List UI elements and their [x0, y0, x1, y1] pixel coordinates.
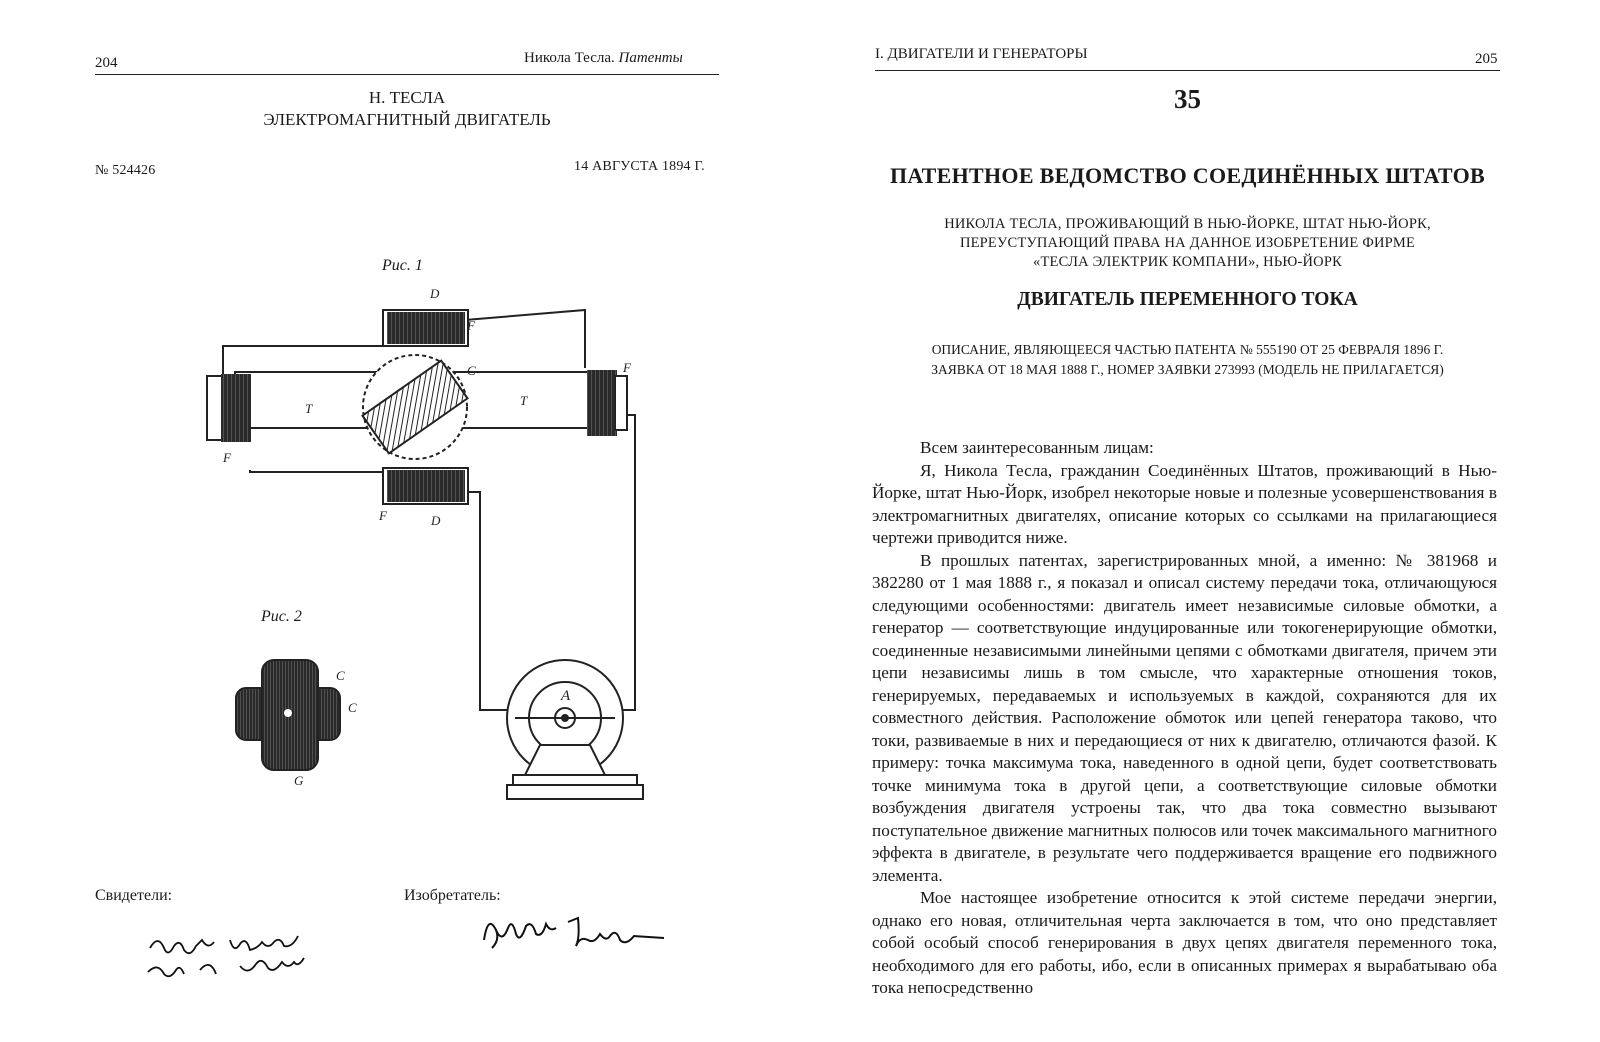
label-f-top: F [467, 318, 475, 333]
spec-block [875, 340, 1500, 380]
witnesses-label: Свидетели: [95, 887, 173, 904]
right-page [780, 0, 1600, 1042]
office-title: ПАТЕНТНОЕ ВЕДОМСТВО СОЕДИНЁННЫХ ШТАТОВ [890, 163, 1485, 188]
right-page-number: 205 [1475, 51, 1498, 67]
assignment-line: НИКОЛА ТЕСЛА, ПРОЖИВАЮЩИЙ В НЬЮ-ЙОРКЕ, ШТАТ НЬЮ-ЙОРК, [944, 216, 1431, 232]
right-header-rule [875, 70, 1500, 71]
patent-title: ДВИГАТЕЛЬ ПЕРЕМЕННОГО ТОКА [1017, 289, 1358, 310]
figure2-rotor-diagram [228, 650, 368, 790]
body-paragraph: В прошлых патентах, зарегистрированных мной, а именно: № 381968 и 382280 от 1 мая 1888 г., я показал и описал систему передачи тока, отличающуюся следующими особенностями: двигатель имеет независимые силовые обмотки, а генератор — соответствующие индуцированные или токогенерирующие обмотки, соединенные независимыми линейными цепями с обмотками двигателя, причем эти цепи независимы лишь в том смысле, что характерные отношения токов, генерируемых, передаваемых и используемых в каждой, сохраняются для их совместного действия. Расположение обмоток или цепей генератора таково, что токи, развиваемые в них и передающиеся от них к двигателю, отличаются фазой. К примеру: точка максимума тока, наведенного в одной цепи, будет соответствовать точке минимума тока в другой цепи, а соответствующие силовые обмотки возбуждения двигателя устроены так, что два тока совместно вызывают поступательное движение магнитных полюсов или точек максимального магнитного эффекта в двигателе, в результате чего поддерживается вращение его подвижного элемента. [872, 550, 1497, 885]
witness-signatures [140, 930, 340, 990]
fig2-label-g: G [294, 773, 304, 788]
left-page [0, 0, 780, 1042]
bottom-coil [387, 470, 465, 502]
left-running-head [524, 50, 683, 67]
left-header-rule [95, 74, 719, 75]
left-page-number: 204 [95, 55, 118, 71]
label-c: C [467, 363, 476, 378]
fig2-label-c2: C [348, 700, 357, 715]
invention-title: ЭЛЕКТРОМАГНИТНЫЙ ДВИГАТЕЛЬ [263, 110, 551, 129]
running-head-title: Патенты [618, 50, 683, 66]
label-f-bottom: F [379, 508, 387, 523]
label-d-top: D [430, 286, 440, 301]
spec-line: ЗАЯВКА ОТ 18 МАЯ 1888 Г., НОМЕР ЗАЯВКИ 273993 (МОДЕЛЬ НЕ ПРИЛАГАЕТСЯ) [931, 362, 1444, 377]
inventor-signature [478, 910, 688, 960]
top-coil [387, 312, 465, 344]
spec-line: ОПИСАНИЕ, ЯВЛЯЮЩЕЕСЯ ЧАСТЬЮ ПАТЕНТА № 555190 ОТ 25 ФЕВРАЛЯ 1896 Г. [931, 342, 1444, 357]
figure1-caption: Рис. 1 [382, 257, 423, 274]
label-f-left: F [223, 450, 231, 465]
assignment-block [875, 215, 1500, 272]
right-running-head: I. ДВИГАТЕЛИ И ГЕНЕРАТОРЫ [875, 46, 1088, 62]
assignment-line: «ТЕСЛА ЭЛЕКТРИК КОМПАНИ», НЬЮ-ЙОРК [1033, 254, 1342, 270]
label-d-bottom: D [431, 513, 441, 528]
salutation: Всем заинтересованным лицам: [920, 438, 1154, 457]
generator [507, 660, 643, 799]
label-a: A [561, 688, 571, 704]
fig2-label-c1: C [336, 668, 345, 683]
running-head-author: Никола Тесла. [524, 50, 615, 66]
document-number: 35 [1174, 84, 1201, 114]
patent-date: 14 АВГУСТА 1894 Г. [574, 159, 705, 174]
body-paragraph: Мое настоящее изобретение относится к этой системе передачи энергии, однако его новая, отличительная черта заключается в том, что оно представляет собой особый способ генерирования в двух цепях двигателя переменного тока, необходимого для его работы, ибо, если в описанных примерах я вырабатываю оба тока непосредственно [872, 888, 1497, 997]
inventor-label: Изобретатель: [404, 887, 501, 904]
left-coil [221, 374, 251, 442]
right-coil [587, 370, 617, 436]
label-f-right: F [623, 360, 631, 375]
label-t-left: T [305, 401, 313, 416]
label-t-right: T [520, 393, 528, 408]
assignment-line: ПЕРЕУСТУПАЮЩИЙ ПРАВА НА ДАННОЕ ИЗОБРЕТЕНИЕ ФИРМЕ [959, 235, 1416, 251]
figure2-caption: Рис. 2 [261, 608, 302, 625]
body-paragraph: Я, Никола Тесла, гражданин Соединённых Штатов, проживающий в Нью-Йорке, штат Нью-Йорк, изобрел некоторые новые и полезные усовершенствования в электромагнитных двигателях, описание которых со ссылками на прилагающиеся чертежи приводится ниже. [872, 460, 1497, 547]
inventor-name: Н. ТЕСЛА [368, 88, 446, 107]
patent-number: № 524426 [95, 163, 156, 178]
patent-body [872, 437, 1497, 1000]
